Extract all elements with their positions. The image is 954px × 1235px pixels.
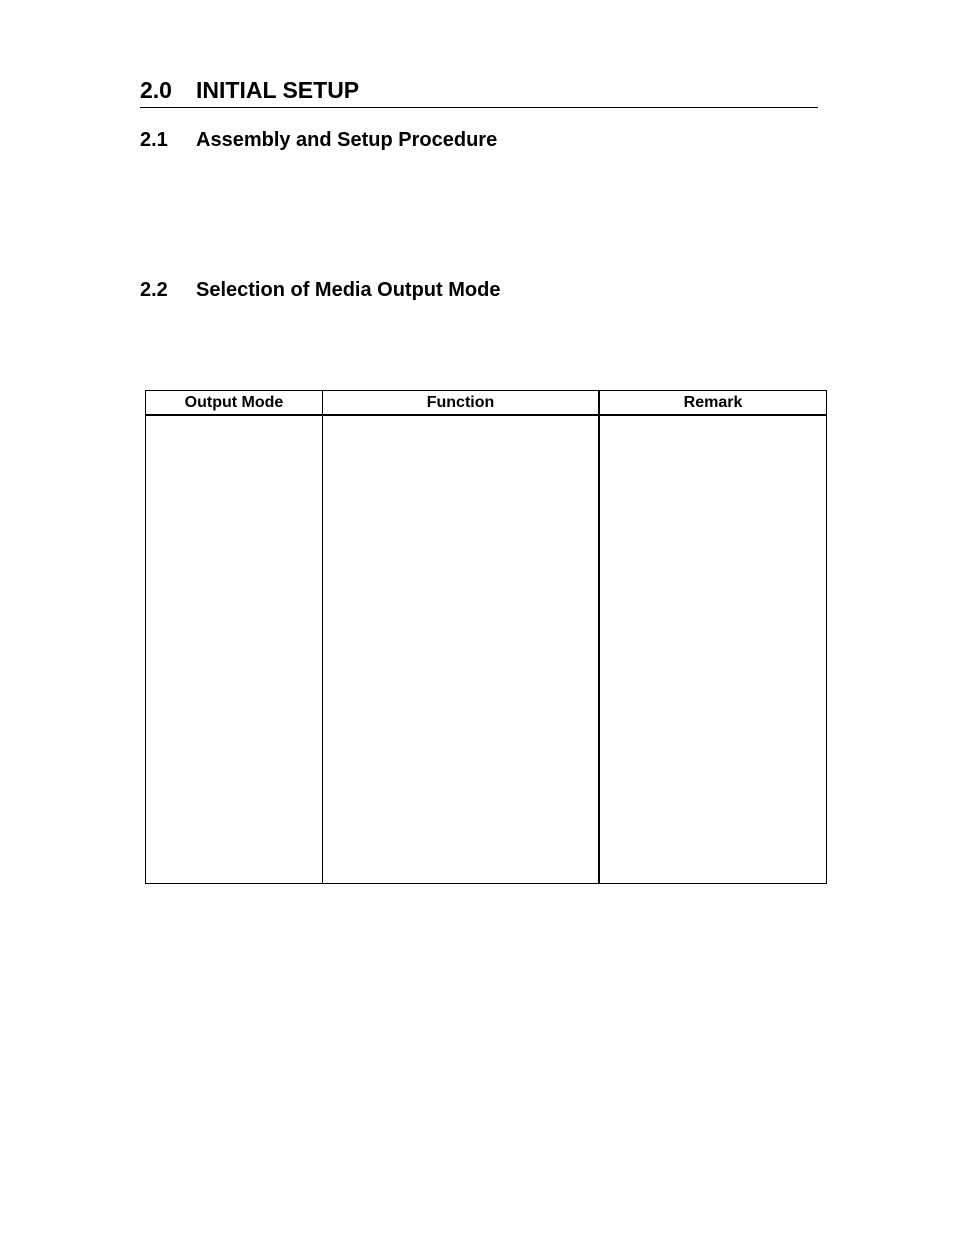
section-heading-assembly (140, 129, 497, 152)
section-heading-initial-setup (140, 77, 818, 108)
section-title: Selection of Media Output Mode (196, 279, 501, 301)
table-cell-output-mode (146, 415, 323, 884)
table-row (146, 415, 827, 884)
table-header-row (146, 391, 827, 416)
column-header-output-mode: Output Mode (146, 391, 323, 416)
section-title: INITIAL SETUP (196, 77, 360, 103)
section-number: 2.1 (140, 129, 168, 151)
section-number: 2.0 (140, 77, 172, 103)
section-heading-media-output (140, 279, 500, 302)
section-number: 2.2 (140, 279, 168, 301)
output-mode-table (145, 390, 827, 884)
column-header-remark: Remark (599, 391, 827, 416)
table-cell-remark (599, 415, 827, 884)
column-header-function: Function (323, 391, 600, 416)
section-title: Assembly and Setup Procedure (196, 129, 498, 151)
table-cell-function (323, 415, 600, 884)
